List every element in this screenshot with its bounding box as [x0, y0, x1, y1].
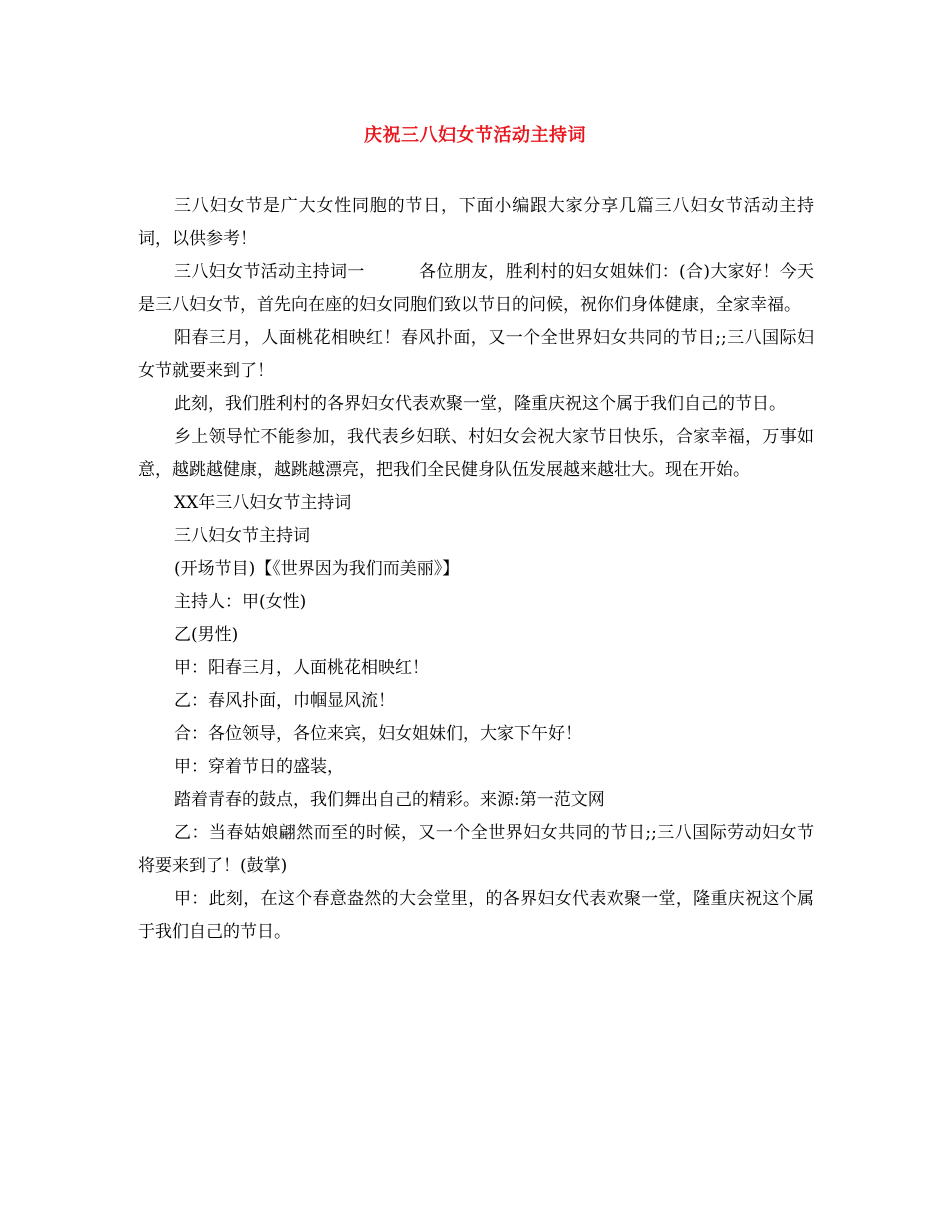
paragraph: 乡上领导忙不能参加，我代表乡妇联、村妇女会祝大家节日快乐，合家幸福，万事如意，越跳越健康，越跳越漂亮，把我们全民健身队伍发展越来越壮大。现在开始。 [138, 427, 814, 480]
paragraph: 甲：此刻，在这个春意盎然的大会堂里，的各界妇女代表欢聚一堂，隆重庆祝这个属于我们自己的节日。 [138, 889, 814, 942]
paragraph: 此刻，我们胜利村的各界妇女代表欢聚一堂，隆重庆祝这个属于我们自己的节日。 [174, 394, 786, 414]
section1-heading: 三八妇女节活动主持词一 [174, 262, 365, 282]
paragraph: 踏着青春的鼓点，我们舞出自己的精彩。来源:第一范文网 [174, 790, 605, 810]
paragraph: (开场节目)【《世界因为我们而美丽》】 [174, 559, 460, 579]
paragraph: XX年三八妇女节主持词 [174, 493, 352, 513]
paragraph: 甲：穿着节日的盛装， [174, 757, 344, 777]
paragraph: 阳春三月，人面桃花相映红！春风扑面，又一个全世界妇女共同的节日;;三八国际妇女节就要来到了！ [138, 328, 814, 381]
section1-text: 各位朋友，胜利村的妇女姐妹们：(合)大家好！今天是三八妇女节，首先向在座的妇女同胞们致以节日的问候，祝你们身体健康，全家幸福。 [138, 262, 814, 315]
paragraph: 甲：阳春三月，人面桃花相映红！ [174, 658, 429, 678]
document-title: 庆祝三八妇女节活动主持词 [364, 125, 586, 146]
intro-paragraph: 三八妇女节是广大女性同胞的节日，下面小编跟大家分享几篇三八妇女节活动主持词，以供参考！ [138, 196, 814, 249]
paragraph: 三八妇女节主持词 [174, 526, 310, 546]
paragraph: 合：各位领导，各位来宾，妇女姐妹们，大家下午好！ [174, 724, 582, 744]
section1-paragraph [138, 256, 814, 322]
paragraph: 乙：春风扑面，巾帼显风流！ [174, 691, 395, 711]
paragraph: 乙：当春姑娘翩然而至的时候，又一个全世界妇女共同的节日;;三八国际劳动妇女节将要来到了！(鼓掌) [138, 823, 814, 876]
document-body [138, 190, 814, 949]
paragraph: 主持人：甲(女性) [174, 592, 307, 612]
paragraph: 乙(男性) [174, 625, 239, 645]
